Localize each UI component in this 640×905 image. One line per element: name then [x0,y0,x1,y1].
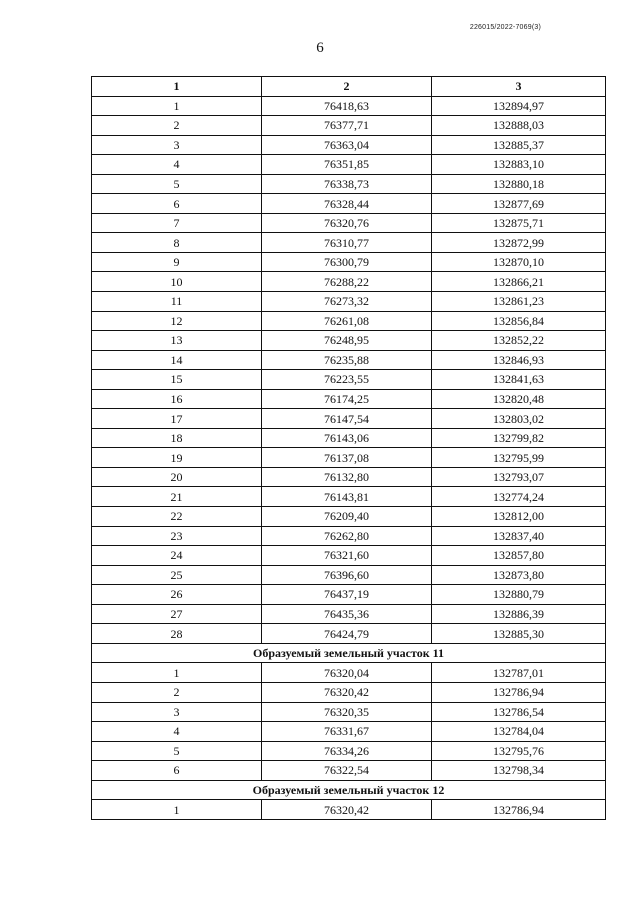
x-coordinate-cell: 76334,26 [262,741,432,761]
y-coordinate-cell: 132784,04 [432,722,606,742]
x-coordinate-cell: 76320,76 [262,213,432,233]
point-number-cell: 10 [92,272,262,292]
x-coordinate-cell: 76235,88 [262,350,432,370]
x-coordinate-cell: 76262,80 [262,526,432,546]
y-coordinate-cell: 132861,23 [432,292,606,312]
x-coordinate-cell: 76321,60 [262,546,432,566]
table-row [92,663,606,683]
table-row [92,409,606,429]
x-coordinate-cell: 76209,40 [262,507,432,527]
y-coordinate-cell: 132795,99 [432,448,606,468]
y-coordinate-cell: 132894,97 [432,96,606,116]
x-coordinate-cell: 76310,77 [262,233,432,253]
point-number-cell: 20 [92,467,262,487]
table-row [92,565,606,585]
y-coordinate-cell: 132866,21 [432,272,606,292]
coordinates-table-body [92,77,606,820]
y-coordinate-cell: 132803,02 [432,409,606,429]
table-row [92,174,606,194]
point-number-cell: 1 [92,800,262,820]
point-number-cell: 4 [92,722,262,742]
point-number-cell: 4 [92,155,262,175]
point-number-cell: 6 [92,194,262,214]
x-coordinate-cell: 76351,85 [262,155,432,175]
x-coordinate-cell: 76223,55 [262,370,432,390]
point-number-cell: 11 [92,292,262,312]
point-number-cell: 6 [92,761,262,781]
y-coordinate-cell: 132885,30 [432,624,606,644]
table-row [92,252,606,272]
y-coordinate-cell: 132873,80 [432,565,606,585]
y-coordinate-cell: 132787,01 [432,663,606,683]
coordinates-table [91,76,606,820]
point-number-cell: 3 [92,702,262,722]
x-coordinate-cell: 76320,04 [262,663,432,683]
table-row [92,350,606,370]
x-coordinate-cell: 76396,60 [262,565,432,585]
point-number-cell: 19 [92,448,262,468]
y-coordinate-cell: 132872,99 [432,233,606,253]
table-row [92,800,606,820]
section-heading: Образуемый земельный участок 12 [92,780,606,800]
point-number-cell: 24 [92,546,262,566]
x-coordinate-cell: 76300,79 [262,252,432,272]
table-row [92,155,606,175]
table-row [92,331,606,351]
x-coordinate-cell: 76273,32 [262,292,432,312]
document-registration-number: 226015/2022-7069(3) [469,24,541,31]
y-coordinate-cell: 132875,71 [432,213,606,233]
table-row [92,722,606,742]
table-row [92,272,606,292]
table-row [92,507,606,527]
point-number-cell: 28 [92,624,262,644]
table-row [92,96,606,116]
table-row [92,546,606,566]
point-number-cell: 17 [92,409,262,429]
table-row [92,526,606,546]
table-row [92,116,606,136]
y-coordinate-cell: 132795,76 [432,741,606,761]
table-row [92,624,606,644]
point-number-cell: 27 [92,604,262,624]
y-coordinate-cell: 132886,39 [432,604,606,624]
y-coordinate-cell: 132841,63 [432,370,606,390]
point-number-cell: 12 [92,311,262,331]
y-coordinate-cell: 132837,40 [432,526,606,546]
x-coordinate-cell: 76377,71 [262,116,432,136]
table-row [92,604,606,624]
point-number-cell: 1 [92,96,262,116]
y-coordinate-cell: 132786,94 [432,682,606,702]
y-coordinate-cell: 132812,00 [432,507,606,527]
table-row [92,389,606,409]
y-coordinate-cell: 132798,34 [432,761,606,781]
page-number: 6 [316,40,324,56]
table-row [92,761,606,781]
point-number-cell: 3 [92,135,262,155]
point-number-cell: 1 [92,663,262,683]
point-number-cell: 2 [92,116,262,136]
x-coordinate-cell: 76143,06 [262,428,432,448]
x-coordinate-cell: 76320,42 [262,682,432,702]
y-coordinate-cell: 132880,79 [432,585,606,605]
column-header: 3 [432,77,606,97]
table-row [92,741,606,761]
table-row [92,135,606,155]
point-number-cell: 7 [92,213,262,233]
y-coordinate-cell: 132820,48 [432,389,606,409]
y-coordinate-cell: 132846,93 [432,350,606,370]
table-row [92,467,606,487]
x-coordinate-cell: 76435,36 [262,604,432,624]
y-coordinate-cell: 132870,10 [432,252,606,272]
y-coordinate-cell: 132877,69 [432,194,606,214]
section-heading-row [92,780,606,800]
table-row [92,311,606,331]
table-row [92,292,606,312]
point-number-cell: 15 [92,370,262,390]
point-number-cell: 2 [92,682,262,702]
y-coordinate-cell: 132799,82 [432,428,606,448]
table-row [92,370,606,390]
y-coordinate-cell: 132883,10 [432,155,606,175]
y-coordinate-cell: 132852,22 [432,331,606,351]
y-coordinate-cell: 132786,94 [432,800,606,820]
y-coordinate-cell: 132880,18 [432,174,606,194]
y-coordinate-cell: 132856,84 [432,311,606,331]
point-number-cell: 5 [92,174,262,194]
point-number-cell: 22 [92,507,262,527]
x-coordinate-cell: 76132,80 [262,467,432,487]
table-row [92,702,606,722]
point-number-cell: 16 [92,389,262,409]
y-coordinate-cell: 132774,24 [432,487,606,507]
table-row [92,448,606,468]
x-coordinate-cell: 76320,35 [262,702,432,722]
table-row [92,487,606,507]
x-coordinate-cell: 76328,44 [262,194,432,214]
x-coordinate-cell: 76248,95 [262,331,432,351]
x-coordinate-cell: 76261,08 [262,311,432,331]
x-coordinate-cell: 76174,25 [262,389,432,409]
section-heading: Образуемый земельный участок 11 [92,643,606,663]
y-coordinate-cell: 132793,07 [432,467,606,487]
x-coordinate-cell: 76363,04 [262,135,432,155]
point-number-cell: 8 [92,233,262,253]
x-coordinate-cell: 76137,08 [262,448,432,468]
x-coordinate-cell: 76424,79 [262,624,432,644]
y-coordinate-cell: 132888,03 [432,116,606,136]
y-coordinate-cell: 132857,80 [432,546,606,566]
table-header-row [92,77,606,97]
table-row [92,682,606,702]
table-row [92,585,606,605]
x-coordinate-cell: 76320,42 [262,800,432,820]
table-row [92,213,606,233]
table-row [92,233,606,253]
point-number-cell: 25 [92,565,262,585]
x-coordinate-cell: 76437,19 [262,585,432,605]
y-coordinate-cell: 132786,54 [432,702,606,722]
table-row [92,428,606,448]
x-coordinate-cell: 76322,54 [262,761,432,781]
table-row [92,194,606,214]
point-number-cell: 13 [92,331,262,351]
y-coordinate-cell: 132885,37 [432,135,606,155]
point-number-cell: 23 [92,526,262,546]
point-number-cell: 5 [92,741,262,761]
x-coordinate-cell: 76288,22 [262,272,432,292]
point-number-cell: 18 [92,428,262,448]
x-coordinate-cell: 76338,73 [262,174,432,194]
point-number-cell: 14 [92,350,262,370]
column-header: 1 [92,77,262,97]
x-coordinate-cell: 76147,54 [262,409,432,429]
column-header: 2 [262,77,432,97]
point-number-cell: 9 [92,252,262,272]
point-number-cell: 21 [92,487,262,507]
x-coordinate-cell: 76331,67 [262,722,432,742]
point-number-cell: 26 [92,585,262,605]
x-coordinate-cell: 76418,63 [262,96,432,116]
x-coordinate-cell: 76143,81 [262,487,432,507]
section-heading-row [92,643,606,663]
